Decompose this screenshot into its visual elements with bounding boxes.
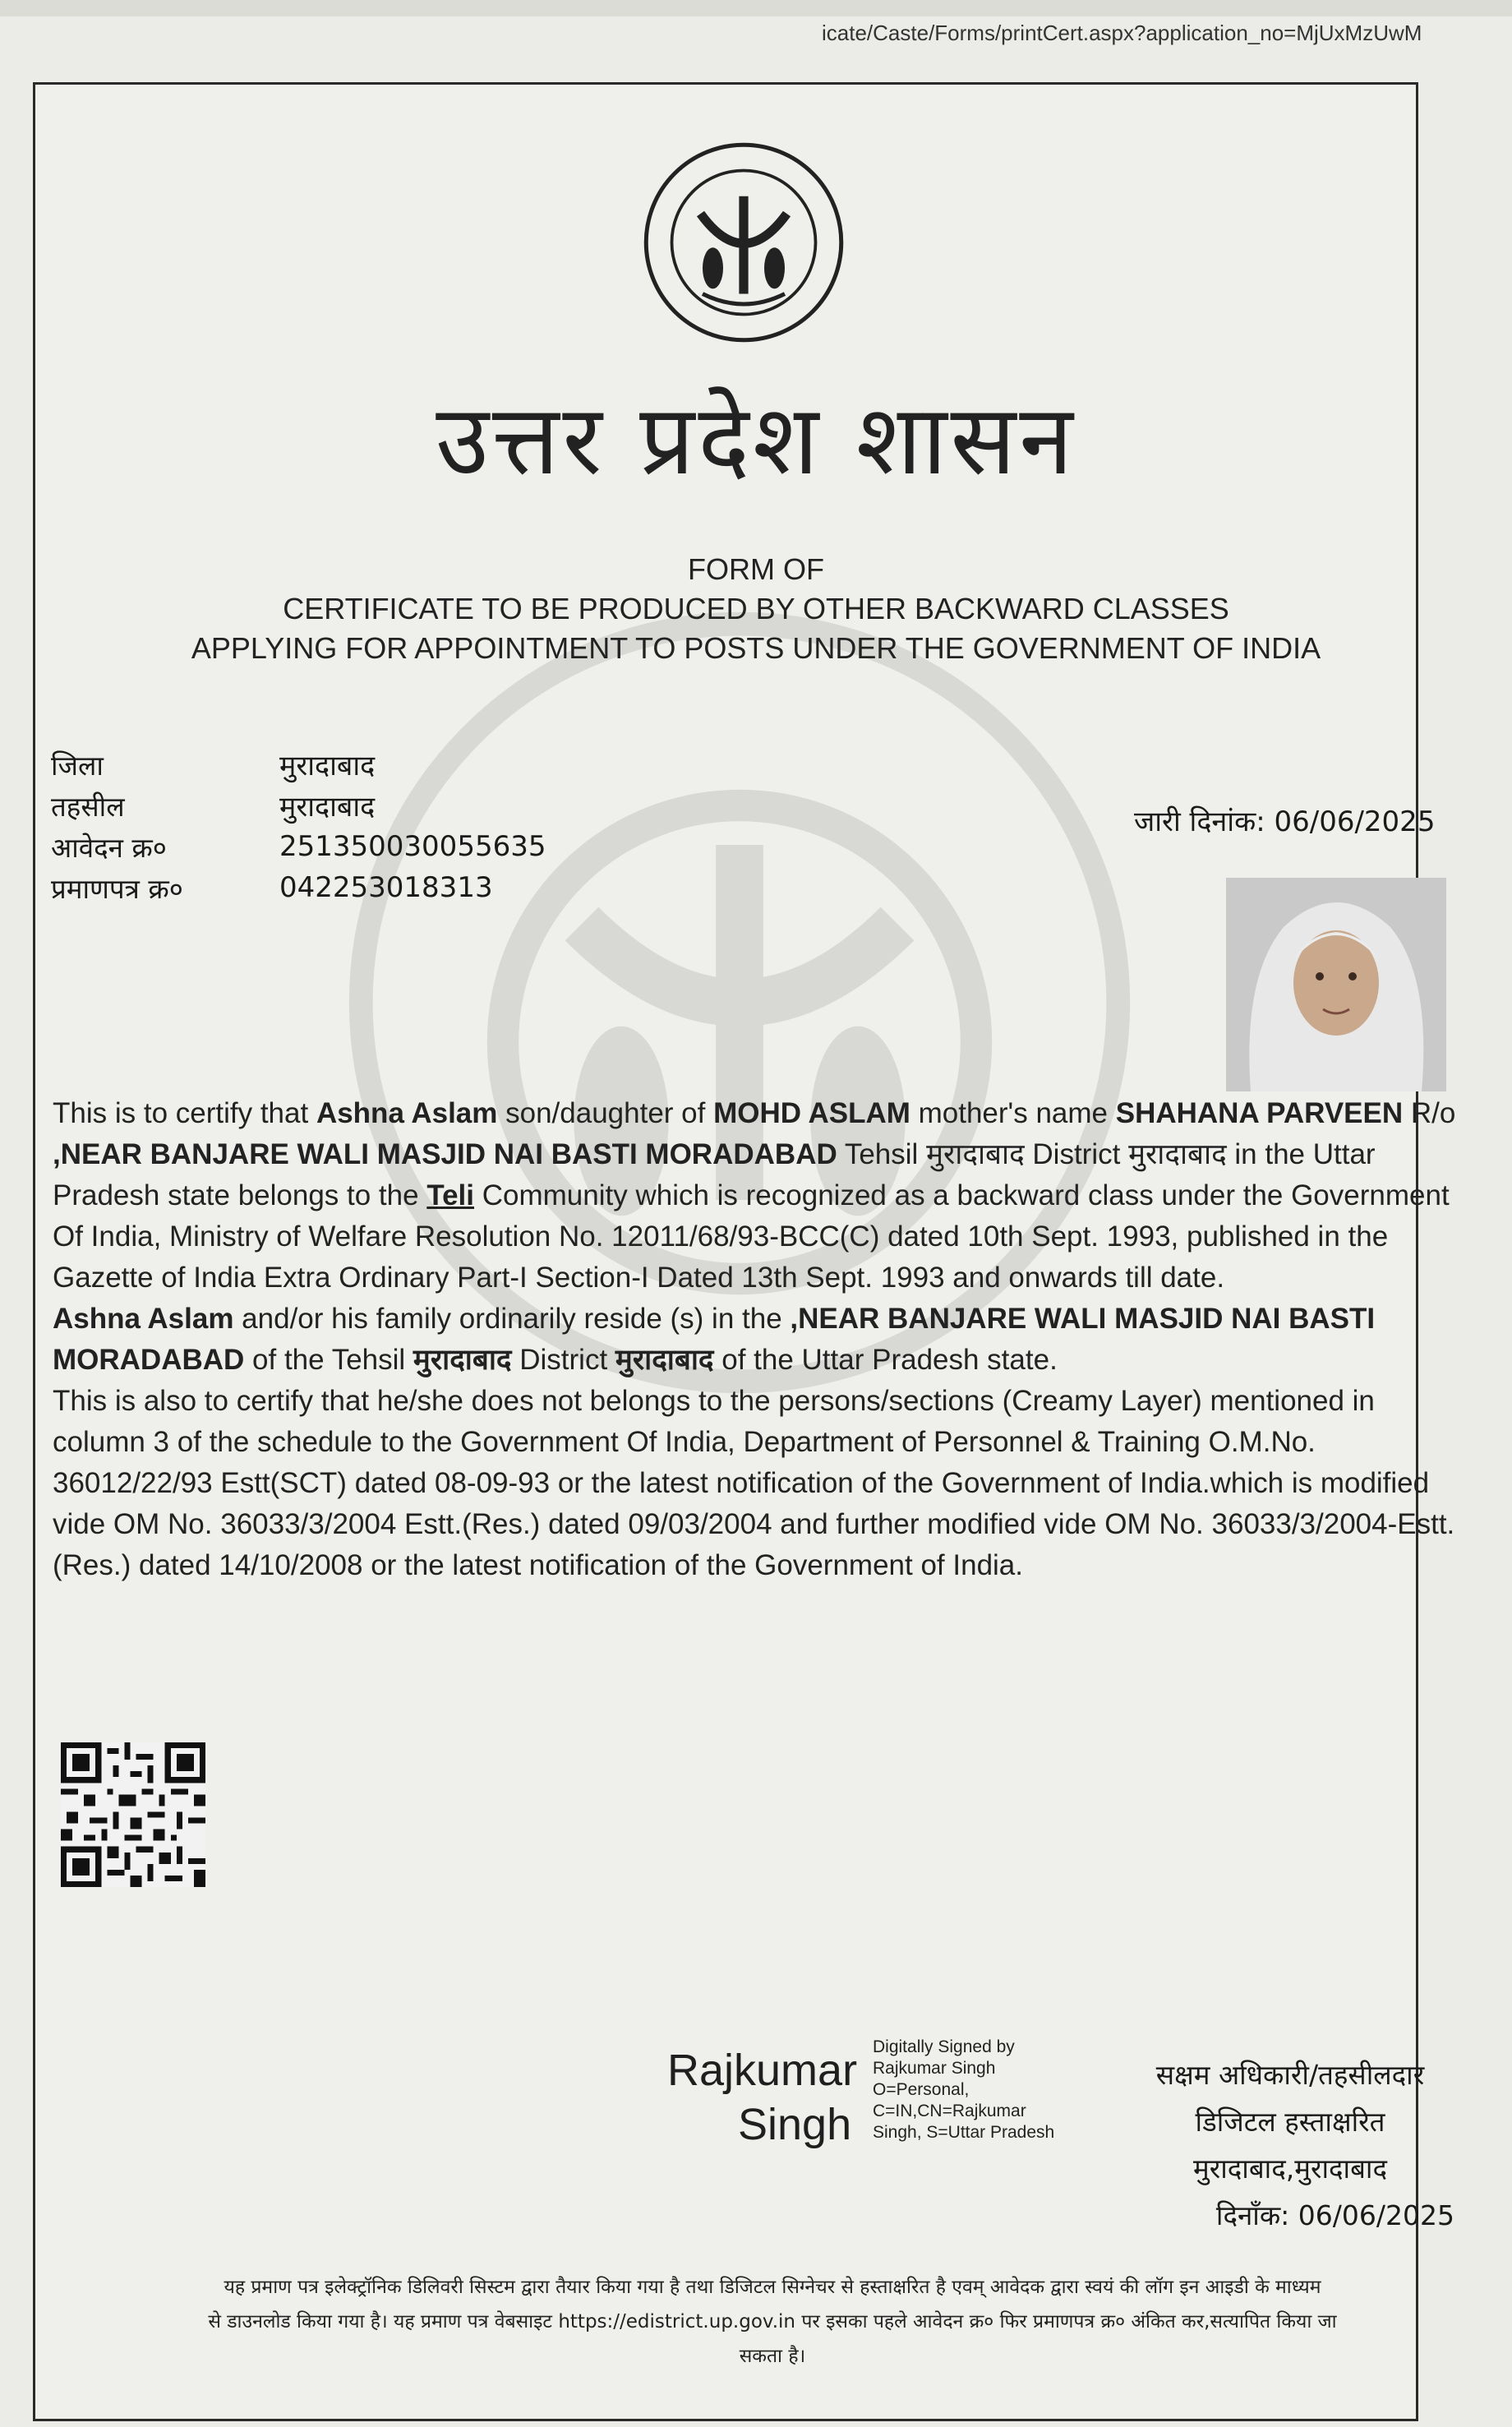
- issue-date-value: 06/06/2025: [1274, 805, 1436, 838]
- detail-row-certificate-no: [51, 867, 546, 908]
- signer-name-line1: Rajkumar: [667, 2046, 858, 2095]
- hindi-title: उत्तर प्रदेश शासन: [436, 383, 1076, 496]
- certificate-paragraph-3: This is also to certify that he/she does not belongs to the persons/sections (Creamy Layer) mentioned in column 3 of the schedule to the Government Of India, Department of Personnel & Training O.M.No. 36012/22/93 Estt(SCT) dated 08-09-93 or the latest notification of the Government of India.which is modified vide OM No. 36033/3/2004 Estt.(Res.) dated 09/03/2004 and further modified vide OM No. 36033/3/2004-Estt. (Res.) dated 14/10/2008 or the latest notification of the Government of India.: [53, 1385, 1455, 1581]
- applicant-address: ,NEAR BANJARE WALI MASJID NAI BASTI MORADABAD: [53, 1138, 837, 1170]
- authority-title: सक्षम अधिकारी/तहसीलदार: [1155, 2059, 1425, 2091]
- footer-line-3: सकता है।: [739, 2346, 806, 2367]
- signature-detail-line: O=Personal,: [873, 2080, 970, 2099]
- detail-value: 042253018313: [279, 871, 493, 904]
- issue-date: [1134, 801, 1435, 839]
- signer-name-line2: Singh: [738, 2100, 852, 2149]
- form-heading: FORM OF: [688, 552, 824, 586]
- applicant-photo: [1226, 878, 1446, 1091]
- issue-date-label: जारी दिनांक:: [1134, 805, 1265, 838]
- authority-place: मुरादाबाद,मुरादाबाद: [1192, 2152, 1387, 2185]
- form-subheading-2: APPLYING FOR APPOINTMENT TO POSTS UNDER THE GOVERNMENT OF INDIA: [191, 631, 1321, 665]
- signature-detail-line: Digitally Signed by: [873, 2037, 1015, 2056]
- signature-detail-line: C=IN,CN=Rajkumar: [873, 2102, 1026, 2120]
- applicant-address-2: ,NEAR BANJARE WALI MASJID NAI BASTI MORADABAD: [53, 1303, 1376, 1376]
- applicant-name: Ashna Aslam: [316, 1097, 498, 1129]
- footer-line-2: से डाउनलोड किया गया है। यह प्रमाण पत्र वेबसाइट https://edistrict.up.gov.in पर इसका पहले आवेदन क्र० फिर प्रमाणपत्र क्र० अंकित कर,सत्यापित किया जा: [208, 2311, 1337, 2332]
- footer-line-1: यह प्रमाण पत्र इलेक्ट्रॉनिक डिलिवरी सिस्टम द्वारा तैयार किया गया है तथा डिजिटल सिग्नेचर से हस्ताक्षरित है एवम् आवेदक द्वारा स्वयं की लॉग इन आइडी के माध्यम: [224, 2277, 1321, 2298]
- certificate-page: [0, 16, 1512, 2427]
- browser-url-header: icate/Caste/Forms/printCert.aspx?application_no=MjUxMzUwM: [822, 21, 1422, 45]
- detail-label: प्रमाणपत्र क्र०: [51, 872, 183, 905]
- qr-code-icon: [61, 1742, 205, 1887]
- up-govt-emblem-icon: [641, 140, 846, 345]
- certificate-paragraph-1: This is to certify that Ashna Aslam son/daughter of MOHD ASLAM mother's name SHAHANA PARVEEN R/o ,NEAR BANJARE WALI MASJID NAI BASTI MORADABAD Tehsil मुरादाबाद District मुरादाबाद in the Uttar Pradesh state belongs to the Teli Community which is recognized as a backward class under the Government Of India, Ministry of Welfare Resolution No. 12011/68/93-BCC(C) dated 10th Sept. 1993, published in the Gazette of India Extra Ordinary Part-I Section-I Dated 13th Sept. 1993 and onwards till date.: [53, 1097, 1456, 1294]
- signature-detail-line: Singh, S=Uttar Pradesh: [873, 2123, 1055, 2142]
- signature-detail-line: Rajkumar Singh: [873, 2059, 996, 2078]
- mother-name: SHAHANA PARVEEN: [1115, 1097, 1404, 1129]
- tehsil-value-2: मुरादाबाद: [413, 1344, 512, 1376]
- detail-label: जिला: [51, 749, 104, 782]
- authority-date: दिनाँक: 06/06/2025: [1215, 2199, 1454, 2231]
- footer-note: [58, 2270, 1487, 2374]
- digital-signature-details: [873, 2037, 1103, 2143]
- district-value: मुरादाबाद: [1128, 1138, 1227, 1170]
- detail-label: तहसील: [51, 790, 125, 823]
- certificate-body: [53, 1093, 1466, 1586]
- tehsil-value: मुरादाबाद: [926, 1138, 1025, 1170]
- issuing-authority-block: [1118, 2051, 1463, 2239]
- detail-value: 251350030055635: [279, 830, 546, 863]
- details-block: [51, 744, 546, 908]
- community-name: Teli: [426, 1179, 475, 1211]
- detail-row-application-no: [51, 826, 546, 867]
- detail-label: आवेदन क्र०: [51, 831, 167, 864]
- father-name: MOHD ASLAM: [713, 1097, 910, 1129]
- detail-value: मुरादाबाद: [279, 791, 376, 824]
- detail-row-tehsil: [51, 785, 546, 826]
- district-value-2: मुरादाबाद: [615, 1344, 714, 1376]
- applicant-name-2: Ashna Aslam: [53, 1303, 234, 1335]
- detail-value: मुरादाबाद: [279, 750, 376, 782]
- form-subheading-1: CERTIFICATE TO BE PRODUCED BY OTHER BACKWARD CLASSES: [283, 592, 1229, 625]
- authority-signed: डिजिटल हस्ताक्षरित: [1195, 2106, 1385, 2138]
- certificate-paragraph-2: Ashna Aslam and/or his family ordinarily reside (s) in the ,NEAR BANJARE WALI MASJID NAI BASTI MORADABAD of the Tehsil मुरादाबाद District मुरादाबाद of the Uttar Pradesh state.: [53, 1303, 1376, 1376]
- detail-row-district: [51, 744, 546, 785]
